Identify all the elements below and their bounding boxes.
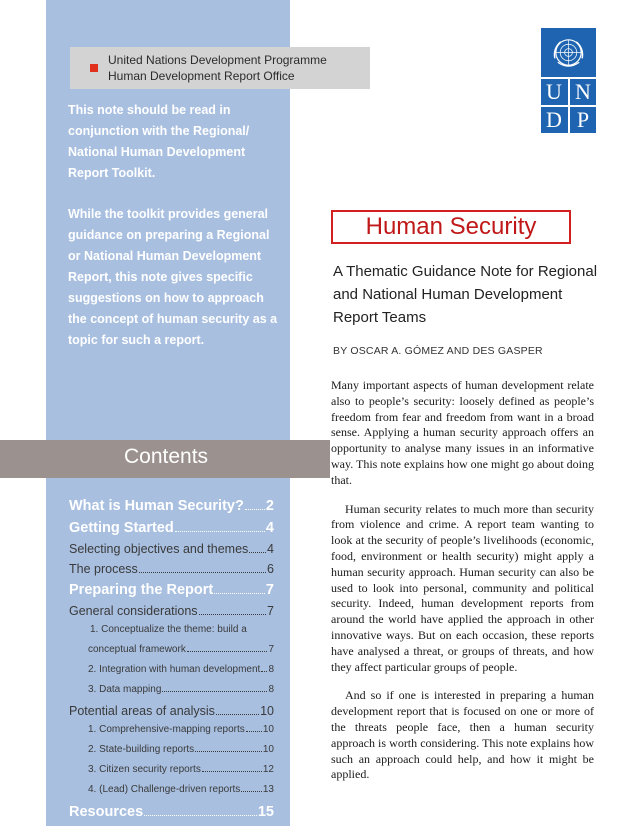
toc-entry-page: 10	[262, 724, 274, 735]
byline: BY OSCAR A. GÓMEZ AND DES GASPER	[333, 345, 543, 357]
toc-entry-label: 4. (Lead) Challenge-driven reports	[88, 784, 241, 795]
bullet-square-icon	[90, 64, 98, 72]
toc-entry-label: General considerations	[69, 604, 198, 618]
toc-entry-page: 4	[265, 520, 274, 536]
undp-logo	[541, 28, 596, 133]
organization-name: United Nations Development Programme	[108, 53, 327, 67]
toc-entry-label: 1. Conceptualize the theme: build a	[90, 624, 247, 635]
toc-leader-dots	[144, 814, 257, 816]
toc-entry-label: 2. Integration with human development	[88, 664, 261, 675]
toc-entry-label: The process	[69, 562, 138, 576]
contents-title: Contents	[124, 445, 209, 468]
toc-entry-page: 10	[260, 704, 274, 718]
toc-entry[interactable]	[69, 764, 274, 784]
toc-entry-label: Potential areas of analysis	[69, 704, 215, 718]
toc-leader-dots	[241, 790, 262, 792]
toc-entry[interactable]	[69, 624, 274, 644]
toc-leader-dots	[187, 650, 268, 652]
title-box	[331, 210, 571, 244]
toc-leader-dots	[261, 670, 267, 672]
toc-entry-page: 4	[267, 542, 274, 556]
document-subtitle: A Thematic Guidance Note for Regional and National Human Development Report Teams	[333, 263, 598, 326]
toc-leader-dots	[249, 551, 266, 553]
logo-letter-u: U	[541, 79, 567, 105]
office-name: Human Development Report Office	[108, 69, 295, 83]
body-paragraph: Human security relates to much more than security from violence and crime. A report team wanting to look at the security of people’s livelihoods (economic, food, environment or health security) might apply a human security approach. Human security can also be used to look into personal, community and political security. Indeed, human development reports from around the world have applied the approach in other innovative ways. But on each occasion, these reports have analysed a threat, or groups of threats, and how they affect particular groups of people.	[331, 501, 594, 674]
toc-entry-label: Preparing the Report	[69, 582, 214, 598]
toc-entry-page: 12	[262, 764, 274, 775]
toc-entry-label: Getting Started	[69, 520, 174, 536]
toc-leader-dots	[216, 713, 259, 715]
toc-leader-dots	[175, 530, 265, 532]
toc-leader-dots	[162, 690, 267, 692]
body-paragraph: Many important aspects of human development relate also to people’s security: loosely defined as people’s freedom from fear and freedom from want in a broad sense. Applying a human security approach offers an opportunity to analyse many issues in an informative way. This note explains how one might go about doing that.	[331, 378, 594, 487]
logo-letter-d: D	[541, 107, 567, 133]
table-of-contents	[69, 498, 274, 826]
toc-entry[interactable]	[69, 562, 274, 582]
toc-entry-label: conceptual framework	[88, 644, 186, 655]
sidebar-intro	[68, 100, 278, 371]
toc-leader-dots	[245, 508, 265, 510]
toc-entry[interactable]	[69, 804, 274, 826]
toc-entry-page: 2	[265, 498, 274, 514]
toc-entry-label: 2. State-building reports	[88, 744, 195, 755]
toc-entry[interactable]	[69, 498, 274, 520]
toc-entry[interactable]	[69, 784, 274, 804]
un-emblem-icon	[549, 33, 588, 72]
toc-entry-label: 3. Data mapping	[88, 684, 162, 695]
toc-entry-label: 1. Comprehensive-mapping reports	[88, 724, 245, 735]
toc-entry[interactable]	[69, 604, 274, 624]
contents-header	[0, 440, 330, 478]
intro-paragraph: While the toolkit provides general guidance on preparing a Regional or National Human Development Report, this note gives specific suggestions on how to approach the concept of human security as a topic for such a report.	[68, 207, 278, 347]
document-title: Human Security	[365, 213, 537, 240]
body-paragraph: And so if one is interested in preparing a human development report that is focused on one or more of the threats people face, then a human security approach is worth considering. This note explains how such an approach could help, and how it might be applied.	[331, 688, 594, 782]
toc-leader-dots	[139, 571, 266, 573]
toc-leader-dots	[246, 730, 262, 732]
toc-leader-dots	[214, 592, 265, 594]
intro-paragraph: This note should be read in conjunction with the Regional/ National Human Development Report Toolkit.	[68, 103, 250, 180]
toc-entry[interactable]	[69, 520, 274, 542]
toc-entry-page: 10	[262, 744, 274, 755]
toc-entry-page: 7	[267, 604, 274, 618]
toc-entry[interactable]	[69, 664, 274, 684]
toc-entry-label: Selecting objectives and themes	[69, 542, 249, 556]
toc-entry-page: 8	[268, 684, 274, 695]
toc-entry-page: 8	[268, 664, 274, 675]
toc-entry-label: Resources	[69, 804, 144, 820]
toc-entry[interactable]	[69, 582, 274, 604]
toc-entry[interactable]	[69, 704, 274, 724]
toc-entry[interactable]	[69, 744, 274, 764]
toc-entry-page: 6	[267, 562, 274, 576]
toc-entry[interactable]	[69, 724, 274, 744]
toc-leader-dots	[199, 613, 267, 615]
toc-leader-dots	[195, 750, 262, 752]
toc-entry[interactable]	[69, 542, 274, 562]
toc-entry-page: 13	[262, 784, 274, 795]
toc-leader-dots	[202, 770, 262, 772]
logo-letter-n: N	[570, 79, 596, 105]
organization-header	[70, 47, 370, 89]
toc-entry[interactable]	[69, 684, 274, 704]
toc-entry-label: What is Human Security?	[69, 498, 244, 514]
toc-entry[interactable]	[69, 644, 274, 664]
toc-entry-page: 7	[268, 644, 274, 655]
body-text	[331, 378, 594, 796]
toc-entry-page: 15	[257, 804, 274, 820]
toc-entry-page: 7	[265, 582, 274, 598]
logo-letter-p: P	[570, 107, 596, 133]
toc-entry-label: 3. Citizen security reports	[88, 764, 201, 775]
